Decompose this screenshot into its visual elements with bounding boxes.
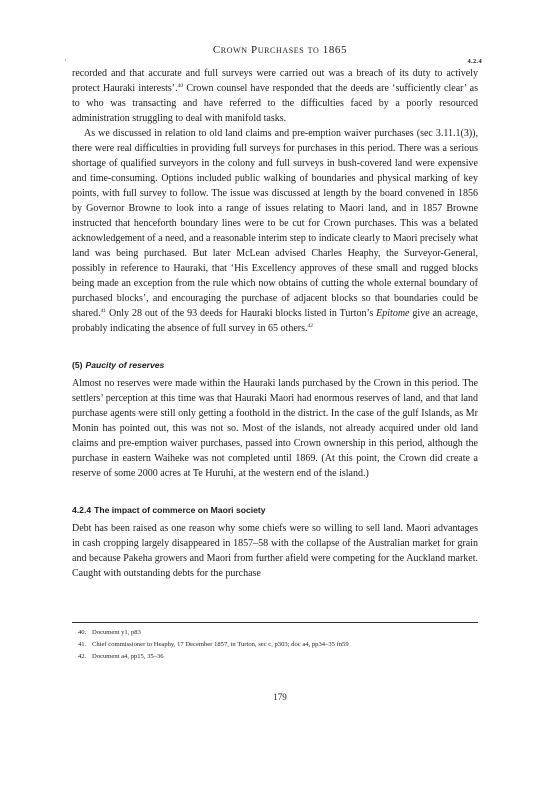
section-number: 4.2.4 [72, 505, 92, 515]
footnote-divider [72, 622, 478, 623]
footnote-number: 40. [78, 629, 87, 636]
paragraph-1-text-a: recorded and that accurate and full surveys were carried out was a breach of its duty to actively protect Hauraki interests’. [72, 68, 478, 94]
paragraph-3: Almost no reserves were made within the Hauraki lands purchased by the Crown in this period. The settlers’ perception at this time was that Hauraki Maori had enormous reserves of land, and that land purchase agents were still only getting a foothold in the district. In the case of the gulf Islands, as Mr Monin has pointed out, this was not so. Most of the islands, not already acquired under old land claims and pre-emption waiver purchases, passed into Crown ownership in this period, although the purchase in eastern Waiheke was not completed until 1869. (At this point, the Crown did create a reserve of some 2000 acres at Te Huruhi, at the western end of the island.) [72, 378, 478, 479]
footnote-40 [78, 627, 478, 639]
section-title: The impact of commerce on Maori society [94, 505, 266, 515]
footnote-text: Chief commissioner to Heaphy, 17 December 1857, in Turton, sec c, p303; doc a4, pp34–35 fn59 [92, 641, 349, 648]
section-reference: 4.2.4 [467, 58, 482, 65]
footnotes [78, 627, 478, 663]
paragraph-1 [72, 66, 478, 126]
page-number: 179 [273, 692, 287, 702]
paragraph-2-text-a: As we discussed in relation to old land claims and pre-emption waiver purchases (sec 3.11.1(3)), there were real difficulties in providing full surveys for purchases in this period. There was a serious shortage of qualified surveyors in the colony and full surveys in bush-covered land were expensive and time-consuming. Options included public walking of boundaries and physical marking of key points, with full survey to follow. The issue was discussed at length by the board convened in 1856 by Governor Browne to look into a range of issues relating to Maori land, and in 1857 Browne instructed that henceforth boundary lines were to be cut for Crown purchases. This was a belated acknowledgement of a need, and a reasonable interim step to indicate clearly to Maori precisely what land was being purchased. But later McLean advised Charles Heaphy, the Surveyor-General, possibly in reference to Hauraki, that ‘His Excellency approves of these small and rugged blocks being made an exception from the rule which now obtains of cutting the whole external boundary of purchased blocks’, and encouraging the purchase of adjacent blocks so that boundaries could be shared. [72, 128, 478, 319]
paragraph-2-text-b: Only 28 out of the 93 deeds for Hauraki blocks listed in Turton’s [106, 308, 377, 319]
footnote-text: Document y1, p83 [92, 629, 141, 636]
footnote-41 [78, 639, 478, 651]
footnote-number: 42. [78, 653, 87, 660]
footnote-text: Document a4, pp15, 35–36 [92, 653, 164, 660]
section-heading-commerce [72, 503, 478, 518]
paragraph-4: Debt has been raised as one reason why some chiefs were so willing to sell land. Maori advantages in cash cropping largely disappeared in 1857–58 with the collapse of the Australian market for grain and because Pakeha growers and Maori from further afield were competing for the Auckland market. Caught with outstanding debts for the purchase [72, 523, 478, 579]
footnote-ref-41[interactable]: 41 [100, 308, 107, 314]
subsection-heading-paucity [72, 358, 478, 373]
footnote-ref-42[interactable]: 42 [307, 323, 313, 329]
subsection-title: Paucity of reserves [85, 360, 165, 370]
body-text [72, 66, 478, 581]
paragraph-2 [72, 126, 478, 336]
paragraph-1-text-b: Crown counsel have responded that the deeds are ‘sufficiently clear’ as to who was transacting and have referred to the difficulties faced by a poorly resourced administration struggling to deal with manifold tasks. [72, 83, 478, 124]
footnote-ref-40[interactable]: 40 [177, 83, 184, 89]
subsection-number: (5) [72, 360, 83, 370]
epitome-title: Epitome [376, 308, 410, 319]
margin-mark: · [64, 56, 67, 65]
footnote-number: 41. [78, 641, 87, 648]
footnote-42 [78, 651, 478, 663]
paragraph-2-text-c: give an acreage, probably indicating the absence of full survey in 65 others. [72, 308, 478, 334]
running-head: Crown Purchases to 1865 [212, 44, 348, 56]
